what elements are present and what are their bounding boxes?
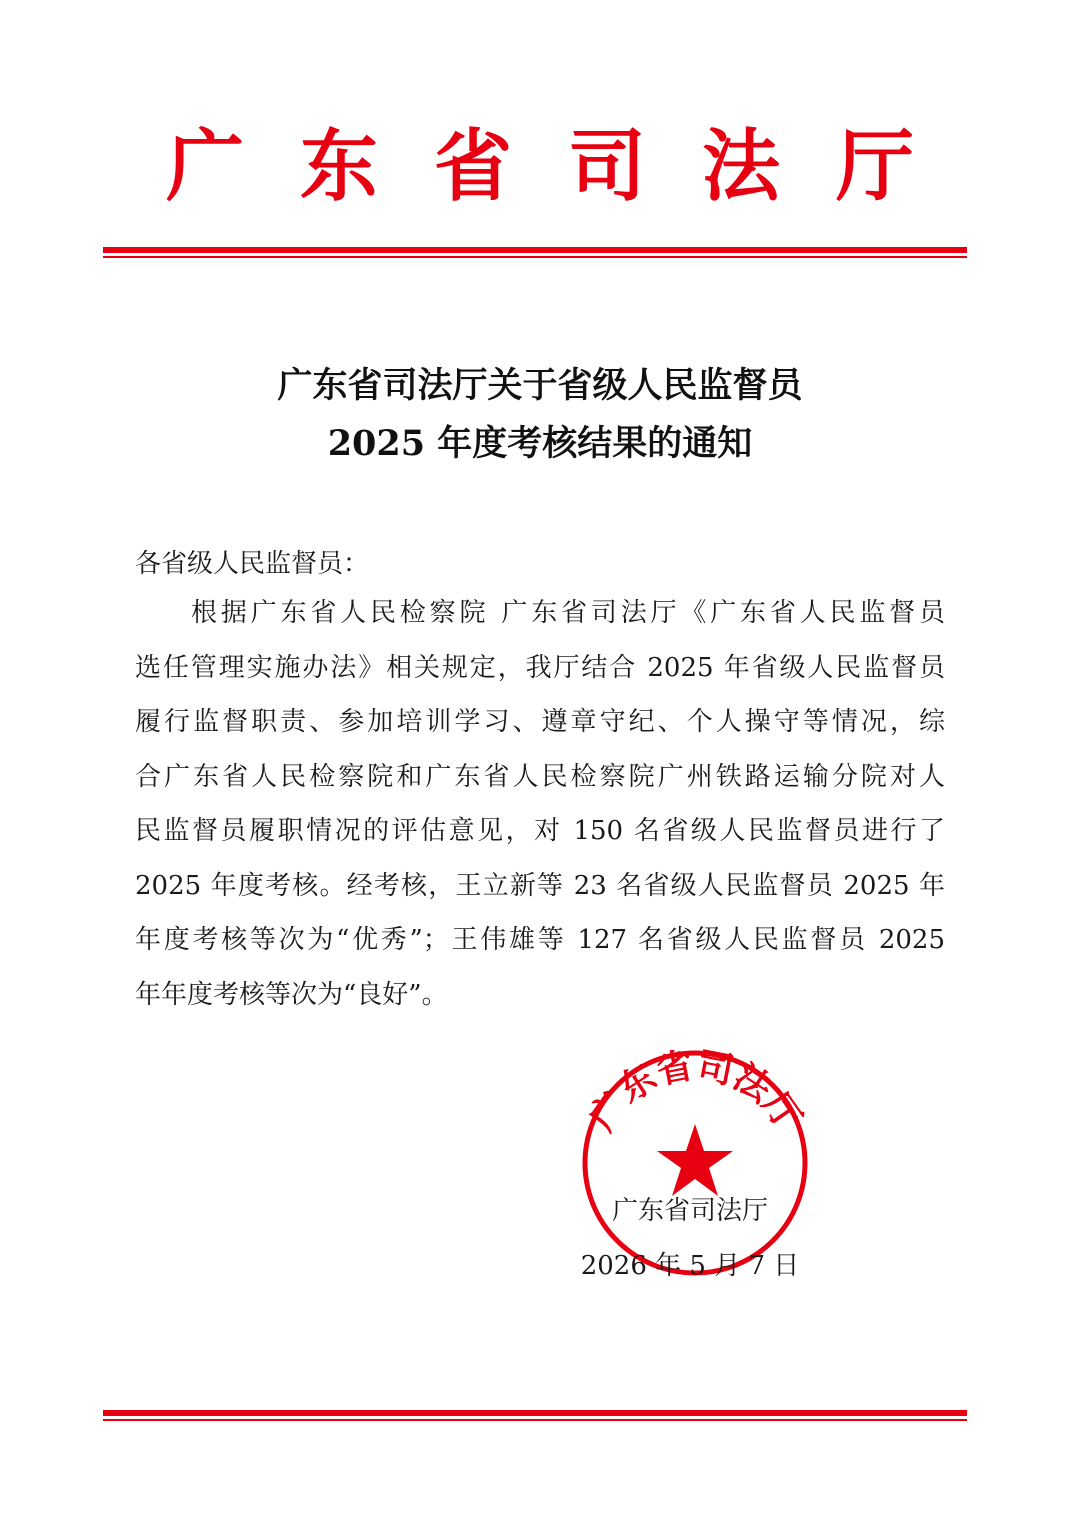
body-line: 2025 年度考核。经考核，王立新等 23 名省级人民监督员 2025 年 bbox=[135, 870, 945, 901]
title-line-1: 广东省司法厅关于省级人民监督员 bbox=[277, 365, 803, 406]
body-paragraph bbox=[135, 586, 945, 1022]
official-seal bbox=[578, 1046, 812, 1280]
header-divider bbox=[103, 247, 967, 258]
salutation: 各省级人民监督员： bbox=[135, 549, 370, 579]
footer-divider-thick bbox=[103, 1410, 967, 1416]
footer-divider bbox=[103, 1410, 967, 1421]
header-divider-thin bbox=[103, 256, 967, 258]
masthead-char: 省 bbox=[434, 121, 513, 212]
seal-text: 广东省司法厅 bbox=[580, 1046, 810, 1139]
body-line: 民监督员履职情况的评估意见，对 150 名省级人民监督员进行了 bbox=[135, 816, 945, 846]
masthead-char: 东 bbox=[300, 121, 379, 212]
document-title bbox=[0, 357, 1080, 473]
body-line: 根据广东省人民检察院 广东省司法厅《广东省人民监督员 bbox=[191, 598, 945, 628]
footer-divider-thin bbox=[103, 1419, 967, 1421]
body-line: 合广东省人民检察院和广东省人民检察院广州铁路运输分院对人 bbox=[135, 761, 945, 792]
body-line: 选任管理实施办法》相关规定，我厅结合 2025 年省级人民监督员 bbox=[135, 652, 945, 683]
body-line: 年度考核等次为“优秀”；王伟雄等 127 名省级人民监督员 2025 bbox=[135, 925, 945, 955]
masthead-char: 法 bbox=[702, 121, 781, 212]
masthead-char: 广 bbox=[166, 121, 245, 212]
header-divider-thick bbox=[103, 247, 967, 253]
signature-org: 广东省司法厅 bbox=[611, 1196, 768, 1226]
masthead-char: 厅 bbox=[836, 121, 915, 212]
masthead-char: 司 bbox=[568, 121, 647, 212]
signature-date: 2026 年 5 月 7 日 bbox=[580, 1251, 800, 1281]
title-line-2: 2025 年度考核结果的通知 bbox=[327, 423, 753, 464]
body-line: 履行监督职责、参加培训学习、遵章守纪、个人操守等情况，综 bbox=[135, 707, 945, 737]
body-line: 年年度考核等次为“良好”。 bbox=[135, 979, 448, 1010]
masthead bbox=[0, 121, 1080, 212]
seal-star-icon bbox=[657, 1124, 733, 1196]
